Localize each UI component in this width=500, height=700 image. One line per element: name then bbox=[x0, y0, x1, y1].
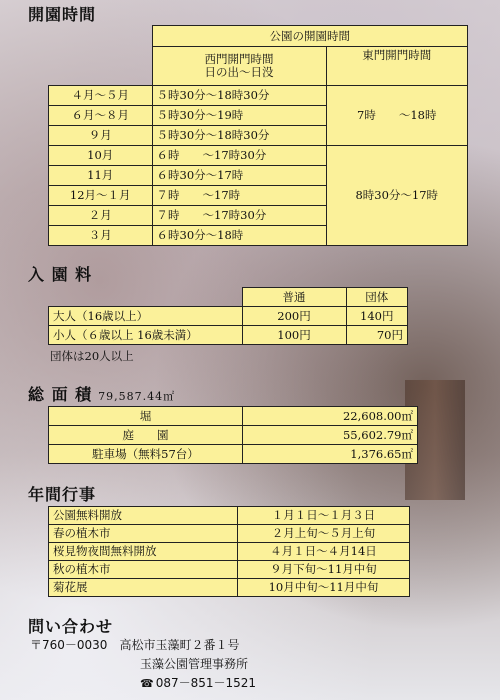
admission-col-regular: 普通 bbox=[242, 288, 346, 307]
hours-period: ６月～８月 bbox=[49, 106, 153, 126]
hours-heading: 開園時間 bbox=[28, 5, 97, 24]
hours-header-west bbox=[152, 47, 326, 86]
hours-west-time: ７時 ～17時 bbox=[152, 186, 326, 206]
hours-west-time: ５時30分～18時30分 bbox=[152, 86, 326, 106]
admission-group-price: 140円 bbox=[346, 307, 408, 326]
event-name: 桜見物夜間無料開放 bbox=[49, 543, 238, 561]
events-table bbox=[48, 506, 410, 597]
event-name: 春の植木市 bbox=[49, 525, 238, 543]
hours-period: ９月 bbox=[49, 126, 153, 146]
hours-period: 11月 bbox=[49, 166, 153, 186]
admission-regular-price: 100円 bbox=[242, 326, 346, 345]
area-value: 1,376.65㎡ bbox=[243, 445, 418, 464]
admission-heading: 入 園 料 bbox=[28, 265, 93, 284]
event-name: 公園無料開放 bbox=[49, 507, 238, 525]
contact-heading: 問い合わせ bbox=[28, 617, 114, 636]
event-date: ４月１日～４月14日 bbox=[238, 543, 410, 561]
area-value: 55,602.79㎡ bbox=[243, 426, 418, 445]
area-heading-label: 総 面 積 bbox=[28, 385, 93, 404]
phone-icon: ☎ bbox=[140, 677, 154, 690]
events-heading: 年間行事 bbox=[28, 485, 97, 504]
contact-address: 〒760－0030 高松市玉藻町２番１号 bbox=[30, 638, 240, 652]
event-date: ９月下旬～11月中旬 bbox=[238, 561, 410, 579]
group-note: 団体は20人以上 bbox=[50, 349, 134, 363]
contact-office: 玉藻公園管理事務所 bbox=[140, 657, 249, 671]
event-name: 菊花展 bbox=[49, 579, 238, 597]
hours-header-group: 公園の開園時間 bbox=[152, 26, 468, 47]
area-label: 堀 bbox=[49, 407, 243, 426]
hours-west-time: ６時30分～17時 bbox=[152, 166, 326, 186]
admission-label: 小人（６歳以上 16歳未満） bbox=[49, 326, 243, 345]
area-value: 22,608.00㎡ bbox=[243, 407, 418, 426]
hours-header-east: 東門開門時間 bbox=[326, 47, 468, 86]
area-label: 駐車場（無料57台） bbox=[49, 445, 243, 464]
event-date: ２月上旬～５月上旬 bbox=[238, 525, 410, 543]
admission-label: 大人（16歳以上） bbox=[49, 307, 243, 326]
admission-col-group: 団体 bbox=[346, 288, 408, 307]
event-name: 秋の植木市 bbox=[49, 561, 238, 579]
hours-west-time: ６時30分～18時 bbox=[152, 226, 326, 246]
hours-period: 12月～１月 bbox=[49, 186, 153, 206]
hours-west-time: ７時 ～17時30分 bbox=[152, 206, 326, 226]
event-date: 10月中旬～11月中旬 bbox=[238, 579, 410, 597]
area-total: 79,587.44㎡ bbox=[98, 390, 176, 403]
hours-period: ３月 bbox=[49, 226, 153, 246]
hours-west-time: ６時 ～17時30分 bbox=[152, 146, 326, 166]
hours-west-time: ５時30分～18時30分 bbox=[152, 126, 326, 146]
hours-period: ４月～５月 bbox=[49, 86, 153, 106]
event-date: １月１日～１月３日 bbox=[238, 507, 410, 525]
hours-east-time-b: 8時30分～17時 bbox=[326, 146, 468, 246]
west-gate-label: 西門開門時間 bbox=[204, 52, 274, 67]
contact-phone: 087－851－1521 bbox=[155, 676, 257, 690]
admission-group-price: 70円 bbox=[346, 326, 408, 345]
area-table bbox=[48, 406, 418, 464]
hours-table bbox=[48, 25, 468, 246]
hours-period: ２月 bbox=[49, 206, 153, 226]
area-heading bbox=[28, 382, 175, 405]
hours-period: 10月 bbox=[49, 146, 153, 166]
west-gate-sub-label: 日の出～日没 bbox=[204, 65, 274, 79]
contact-phone-line bbox=[140, 674, 256, 691]
hours-west-time: ５時30分～19時 bbox=[152, 106, 326, 126]
area-label: 庭 園 bbox=[49, 426, 243, 445]
admission-table bbox=[48, 287, 408, 345]
admission-regular-price: 200円 bbox=[242, 307, 346, 326]
hours-east-time-a: 7時 ～18時 bbox=[326, 86, 468, 146]
